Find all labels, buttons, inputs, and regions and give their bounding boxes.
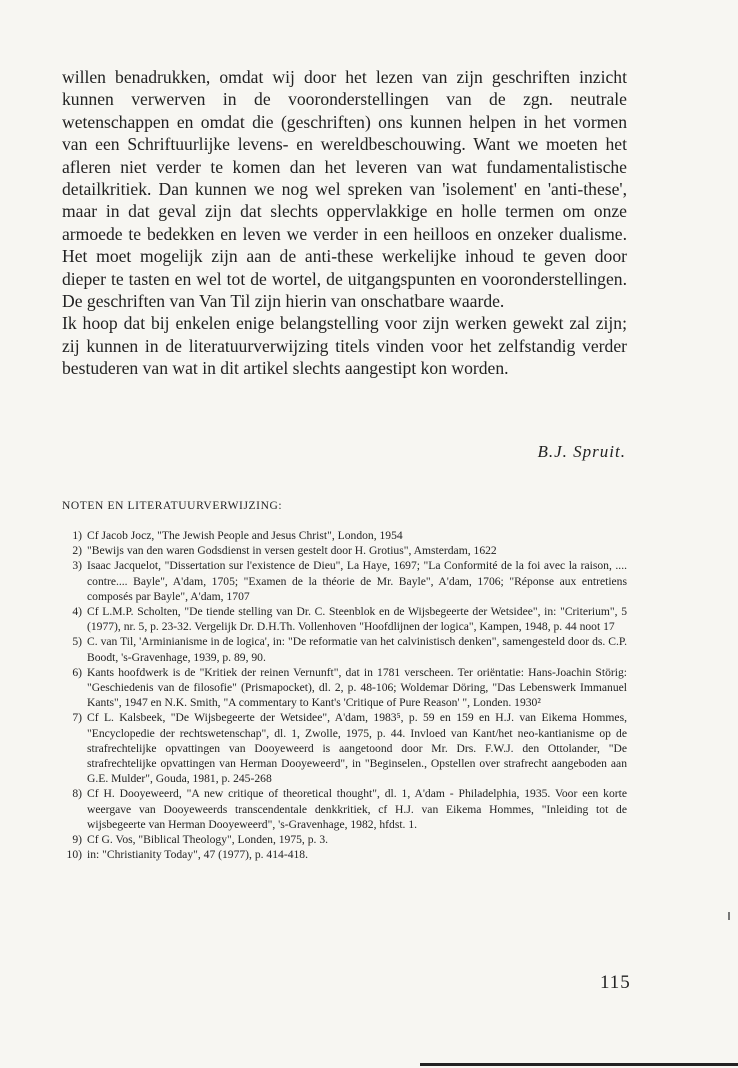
note-number: 10)	[66, 848, 82, 862]
note-text: Cf Jacob Jocz, "The Jewish People and Jesus Christ", London, 1954	[87, 529, 403, 542]
note-text: Cf L.M.P. Scholten, "De tiende stelling van Dr. C. Steenblok en de Wijsbegeerte der Wetsidee", in: "Criterium", 5 (1977), nr. 5, p. 23-32. Vergelijk Dr. D.H.Th. Vollenhoven "Hoofdlijnen der logica", Kampen, 1948, p. 44 noot 17	[87, 605, 627, 634]
body-text	[62, 66, 627, 380]
note-item	[62, 604, 627, 634]
note-number: 7)	[72, 711, 82, 725]
note-text: Cf G. Vos, "Biblical Theology", Londen, 1975, p. 3.	[87, 833, 329, 847]
author-signature: B.J. Spruit.	[537, 442, 626, 461]
note-number: 9)	[72, 833, 82, 847]
note-number: 2)	[72, 544, 82, 558]
note-text: "Bewijs van den waren Godsdienst in versen gestelt door H. Grotius", Amsterdam, 1622	[87, 544, 497, 558]
notes-list	[62, 528, 627, 862]
note-number: 8)	[72, 787, 82, 801]
body-paragraph: willen benadrukken, omdat wij door het lezen van zijn geschriften inzicht kunnen verwerven in de vooronderstellingen van de zgn. neutrale wetenschappen en omdat die (geschriften) ons kunnen helpen in het vormen van een Schriftuurlijke levens- en wereldbeschouwing. Want we moeten het afleren niet verder te komen dan het leveren van wat fundamentalistische detailkritiek. Dan kunnen we nog wel spreken van 'isolement' en 'anti-these', maar in dat geval zijn dat slechts oppervlakkige en holle termen om onze armoede te bedekken en leven we verder in een heilloos en onzeker dualisme. Het moet mogelijk zijn aan de anti-these werkelijke inhoud te geven door dieper te tasten en wel tot de wortel, de uitgangspunten en vooronderstellingen. De geschriften van Van Til zijn hierin van onschatbare waarde.	[62, 67, 627, 312]
note-item	[62, 634, 627, 664]
note-item	[62, 832, 627, 847]
note-number: 6)	[72, 665, 82, 679]
note-item	[62, 847, 627, 862]
note-text: in: "Christianity Today", 47 (1977), p. 414-418.	[87, 848, 308, 862]
page-number: 115	[600, 972, 631, 993]
note-number: 5)	[72, 635, 82, 649]
note-text: C. van Til, 'Arminianisme in de logica', in: "De reformatie van het calvinistisch denken", samengesteld door ds. C.P. Boodt, 's-Gravenhage, 1939, p. 89, 90.	[87, 635, 627, 664]
margin-mark	[728, 912, 730, 920]
note-item	[62, 543, 627, 558]
note-item	[62, 665, 627, 711]
note-number: 1)	[72, 529, 82, 542]
note-item	[62, 786, 627, 832]
note-text: Cf H. Dooyeweerd, "A new critique of theoretical thought", dl. 1, A'dam - Philadelphia, 1935. Voor een korte weergave van Dooyeweerds transcendentale denkkritiek, cf H.J. van Eikema Hommes, "Inleiding tot de wijsbegeerte van Herman Dooyeweerd", 's-Gravenhage, 1982, hfdst. 1.	[87, 787, 627, 831]
note-text: Isaac Jacquelot, "Dissertation sur l'existence de Dieu", La Haye, 1697; "La Conformité de la foi avec la raison, .... contre.... Bayle", A'dam, 1705; "Examen de la théorie de Mr. Bayle", A'dam, 1706; "Réponse aux entretiens composés par Bayle", A'dam, 1707	[87, 559, 627, 603]
note-text: Kants hoofdwerk is de "Kritiek der reinen Vernunft", dat in 1781 verscheen. Ter oriëntatie: Hans-Joachin Störig: "Geschiedenis van de filosofie" (Prismapocket), dl. 2, p. 48-106; Woldemar Döring, "Das Lebenswerk Immanuel Kants", 1947 en N.K. Smith, "A commentary to Kant's 'Critique of Pure Reason' ", Londen. 1930²	[87, 665, 627, 710]
note-number: 3)	[72, 559, 82, 573]
note-item	[62, 710, 627, 786]
note-number: 4)	[72, 605, 82, 619]
note-text: Cf L. Kalsbeek, "De Wijsbegeerte der Wetsidee", A'dam, 1983⁵, p. 59 en 159 en H.J. van Eikema Hommes, "Encyclopedie der rechtswetenschap", dl. 1, Zwolle, 1975, p. 44. Invloed van Kant/het neo-kantianisme op de strafrechtelijke opvattingen van Dooyeweerd is aangetoond door Mr. Drs. F.W.J. den Ottolander, "De strafrechtelijke opvattingen van Herman Dooyeweerd", in "Beginselen., Opstellen over strafrecht aangeboden aan G.E. Mulder", Gouda, 1981, p. 245-268	[87, 711, 627, 786]
bottom-edge-rule	[420, 1063, 738, 1066]
note-item	[62, 528, 627, 543]
body-paragraph: Ik hoop dat bij enkelen enige belangstelling voor zijn werken gewekt zal zijn; zij kunnen in de literatuurverwijzing titels vinden voor het zelfstandig verder bestuderen van wat in dit artikel slechts aangestipt kon worden.	[62, 313, 627, 379]
notes-heading: NOTEN EN LITERATUURVERWIJZING:	[62, 500, 283, 512]
note-item	[62, 558, 627, 604]
